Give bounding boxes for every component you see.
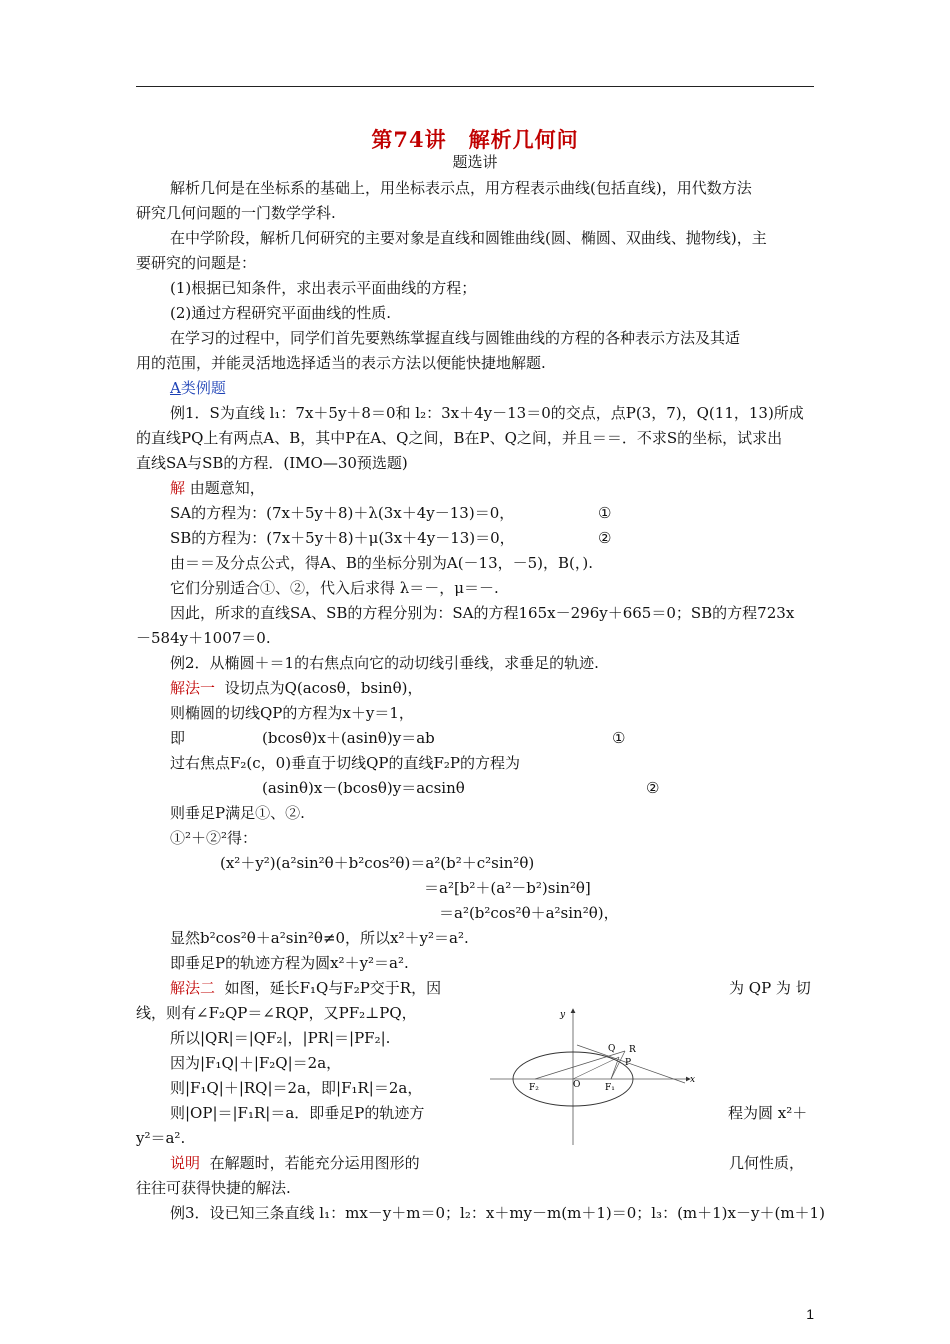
ex2-eq2: (asinθ)x－(bcosθ)y＝acsinθ [262,779,465,797]
ex2-eq1-mark: ① [612,729,626,747]
ex2-method2-line3: 所以|QR|＝|QF₂|，|PR|＝|PF₂|. [170,1029,391,1047]
ex1-line1: 例1．S为直线 l₁：7x＋5y＋8＝0和 l₂：3x＋4y－13＝0的交点，点P(3，7)，Q(11，13)所成 [170,404,804,422]
r-label: R [629,1045,636,1055]
ex2-derivation2: ＝a²[b²＋(a²－b²)sin²θ] [424,879,591,897]
q-label: Q [608,1044,616,1054]
ex2-locus: 即垂足P的轨迹方程为圆x²＋y²＝a². [170,954,409,972]
header-rule [136,86,814,87]
para2-item1: (1)根据已知条件，求出表示平面曲线的方程； [170,279,477,297]
o-label: O [573,1080,581,1090]
f1-r-line [611,1051,625,1079]
ex3-line1: 例3．设已知三条直线 l₁：mx－y＋m＝0；l₂：x＋my－m(m＋1)＝0；l₃：(m＋1)x－y＋(m＋1) [170,1204,825,1222]
ex1-sb-mark: ② [598,529,612,547]
ex2-note-line [170,1153,420,1173]
ex2-tangent: 则椭圆的切线QP的方程为x＋y＝1， [170,704,414,722]
ex2-square-sum: ①²＋②²得： [170,829,258,847]
para3-line2: 用的范围，并能灵活地选择适当的表示方法以便能快捷地解题. [136,354,546,372]
ex1-solution-line [170,478,265,498]
ex2-method2-text: 如图，延长F₁Q与F₂P交于R，因 [224,979,442,997]
x-axis-label: x [690,1075,696,1085]
ex2-ji: 即 [170,729,186,747]
section-a-heading[interactable] [170,378,226,398]
ex2-perp: 过右焦点F₂(c，0)垂直于切线QP的直线F₂P的方程为 [170,754,520,772]
ex2-eq1: (bcosθ)x＋(asinθ)y＝ab [262,729,435,747]
y-axis-label: y [560,1010,566,1020]
ex2-foot: 则垂足P满足①、②. [170,804,305,822]
ex1-solution-text: 由题意知， [189,479,265,497]
para2-line2: 要研究的问题是： [136,254,257,272]
ex2-method2-line4: 因为|F₁Q|＋|F₂Q|＝2a， [170,1054,342,1072]
ex2-method2-label: 解法二 [170,979,216,997]
ex1-line2: 的直线PQ上有两点A、B，其中P在A、Q之间，B在P、Q之间，并且＝＝．不求S的坐标，试求出 [136,429,783,447]
f1-label: F₁ [605,1083,615,1093]
ex2-method2-right: 为 QP 为 切 [729,979,811,997]
para2-line1: 在中学阶段，解析几何研究的主要对象是直线和圆锥曲线(圆、椭圆、双曲线、抛物线)，主 [170,229,767,247]
ex1-result-line1: 因此，所求的直线SA、SB的方程分别为：SA的方程165x－296y＋665＝0；SB的方程723x [170,604,795,622]
ex2-method2-line6-right: 程为圆 x²＋ [728,1104,808,1122]
ex2-derivation1: (x²＋y²)(a²sin²θ＋b²cos²θ)＝a²(b²＋c²sin²θ) [220,854,535,872]
ex2-method2-line7: y²＝a². [136,1129,186,1147]
ex1-subst: 它们分别适合①、②，代入后求得 λ＝－，μ＝－. [170,579,499,597]
ex2-note-line2: 往往可获得快捷的解法. [136,1179,291,1197]
ex2-method1-label: 解法一 [170,679,216,697]
para3-line1: 在学习的过程中，同学们首先要熟练掌握直线与圆锥曲线的方程的各种表示方法及其适 [170,329,741,347]
page-subtitle: 题选讲 [452,153,498,171]
ex2-method2-line [170,978,441,998]
ex2-eq2-mark: ② [646,779,660,797]
page-number: 1 [806,1306,814,1322]
ex1-result-line2: －584y＋1007＝0. [136,629,271,647]
ex1-sb-equation: SB的方程为：(7x＋5y＋8)＋μ(3x＋4y－13)＝0， [170,529,515,547]
ex2-note-text: 在解题时，若能充分运用图形的 [209,1154,420,1172]
ex2-note-label: 说明 [170,1154,201,1172]
ex2-method2-line6: 则|OP|＝|F₁R|＝a．即垂足P的轨迹方 [170,1104,425,1122]
ex1-sa-equation: SA的方程为：(7x＋5y＋8)＋λ(3x＋4y－13)＝0， [170,504,515,522]
section-a-letter[interactable]: A [170,379,181,397]
ellipse-figure [485,1005,705,1149]
ex2-method2-line2: 线，则有∠F₂QP＝∠RQP，又PF₂⊥PQ， [136,1004,417,1022]
f2-q-r-line [535,1051,625,1079]
p-label: P [625,1058,632,1068]
ex1-coords: 由＝＝及分点公式，得A、B的坐标分别为A(－13，－5)，B(，). [170,554,594,572]
ex2-method1-text: 设切点为Q(acosθ，bsinθ)， [224,679,423,697]
ex1-sa-mark: ① [598,504,612,522]
f2-label: F₂ [529,1083,539,1093]
para2-item2: (2)通过方程研究平面曲线的性质. [170,304,392,322]
ex1-solution-label: 解 [170,479,186,497]
ex2-method1-line [170,678,422,698]
ex2-note-right: 几何性质， [729,1154,805,1172]
page-title: 第74讲 解析几何问 [371,127,579,152]
ex2-method2-line5: 则|F₁Q|＋|RQ|＝2a，即|F₁R|＝2a， [170,1079,423,1097]
ex2-obvious: 显然b²cos²θ＋a²sin²θ≠0，所以x²＋y²＝a². [170,929,469,947]
ex1-line3: 直线SA与SB的方程．(IMO—30预选题) [136,454,408,472]
ex2-derivation3: ＝a²(b²cos²θ＋a²sin²θ)， [439,904,619,922]
section-a-label: 类例题 [180,379,226,397]
para1-line2: 研究几何问题的一门数学学科. [136,204,336,222]
para1-line1: 解析几何是在坐标系的基础上，用坐标表示点，用方程表示曲线(包括直线)，用代数方法 [170,179,752,197]
ex2-line1: 例2．从椭圆＋＝1的右焦点向它的动切线引垂线，求垂足的轨迹. [170,654,599,672]
